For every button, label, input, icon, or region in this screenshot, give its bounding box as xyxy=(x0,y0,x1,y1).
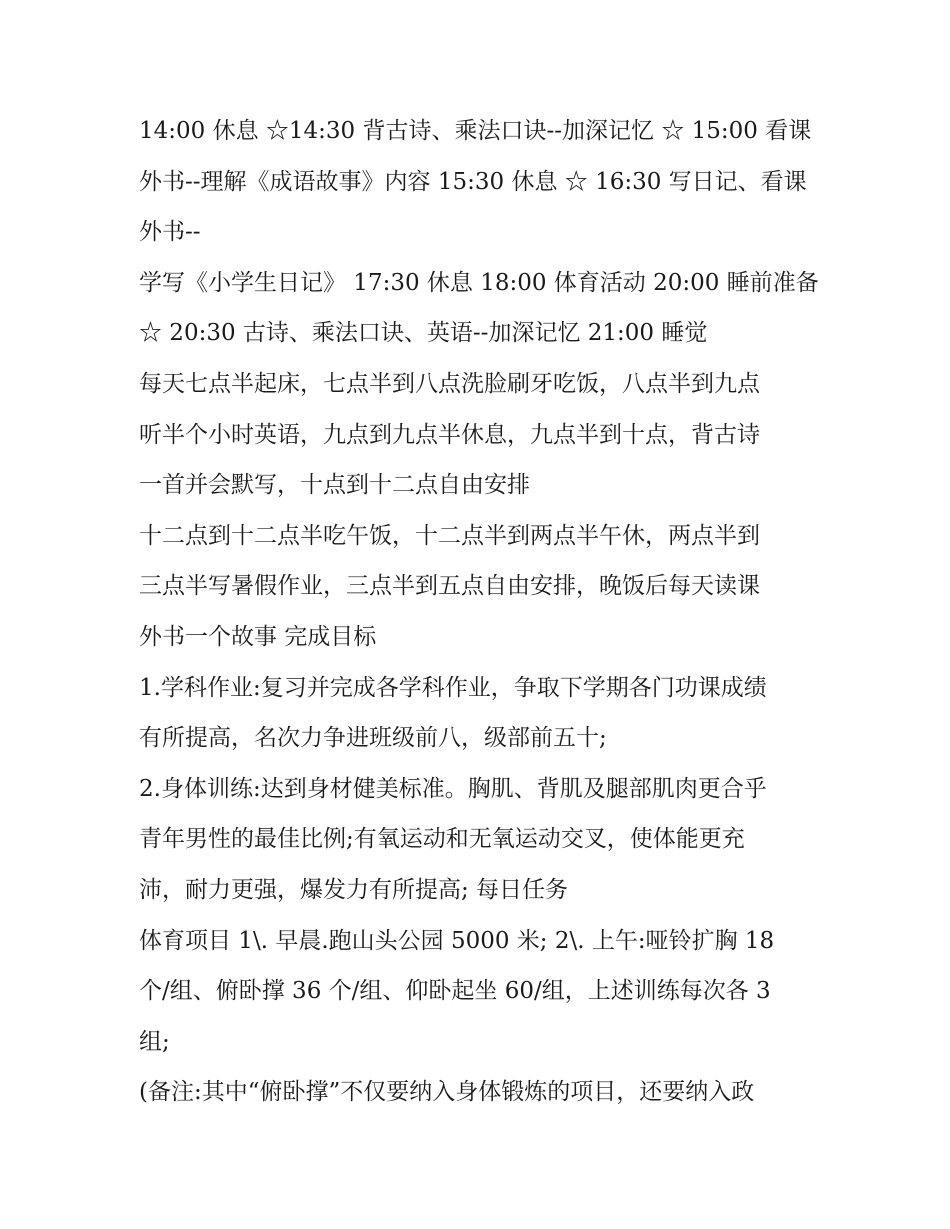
text-line: 2.身体训练:达到身材健美标准。胸肌、背肌及腿部肌肉更合乎 xyxy=(139,775,767,802)
text-line: 三点半写暑假作业，三点半到五点自由安排，晚饭后每天读课 xyxy=(139,573,760,600)
text-line: 外书--理解《成语故事》内容 15:30 休息 ☆ 16:30 写日记、看课 xyxy=(139,168,807,195)
text-line: 青年男性的最佳比例;有氧运动和无氧运动交叉，使体能更充 xyxy=(139,826,745,853)
text-line: 个/组、俯卧撑 36 个/组、仰卧起坐 60/组，上述训练每次各 3 xyxy=(139,978,771,1005)
text-line: 体育项目 1\. 早晨.跑山头公园 5000 米; 2\. 上午:哑铃扩胸 18 xyxy=(139,927,775,954)
document-body xyxy=(139,106,819,1118)
text-line: 组; xyxy=(139,1028,170,1055)
text-line: 外书-- xyxy=(139,219,201,246)
text-line: (备注:其中“俯卧撑”不仅要纳入身体锻炼的项目，还要纳入政 xyxy=(139,1079,755,1106)
text-line: 听半个小时英语，九点到九点半休息，九点半到十点，背古诗 xyxy=(139,421,760,448)
text-line: 学写《小学生日记》 17:30 休息 18:00 体育活动 20:00 睡前准备 xyxy=(139,269,819,296)
text-line: 外书一个故事 完成目标 xyxy=(139,623,377,650)
text-line: ☆ 20:30 古诗、乘法口诀、英语--加深记忆 21:00 睡觉 xyxy=(139,320,708,347)
text-line: 每天七点半起床，七点半到八点洗脸刷牙吃饭，八点半到九点 xyxy=(139,370,760,397)
text-line: 十二点到十二点半吃午饭，十二点半到两点半午休，两点半到 xyxy=(139,522,760,549)
text-line: 有所提高，名次力争进班级前八，级部前五十; xyxy=(139,725,607,752)
text-line: 1.学科作业:复习并完成各学科作业，争取下学期各门功课成绩 xyxy=(139,674,767,701)
text-line: 一首并会默写，十点到十二点自由安排 xyxy=(139,472,530,499)
text-line: 14:00 休息 ☆14:30 背古诗、乘法口诀--加深记忆 ☆ 15:00 看课 xyxy=(139,118,812,144)
text-line: 沛，耐力更强，爆发力有所提高; 每日任务 xyxy=(139,876,569,903)
